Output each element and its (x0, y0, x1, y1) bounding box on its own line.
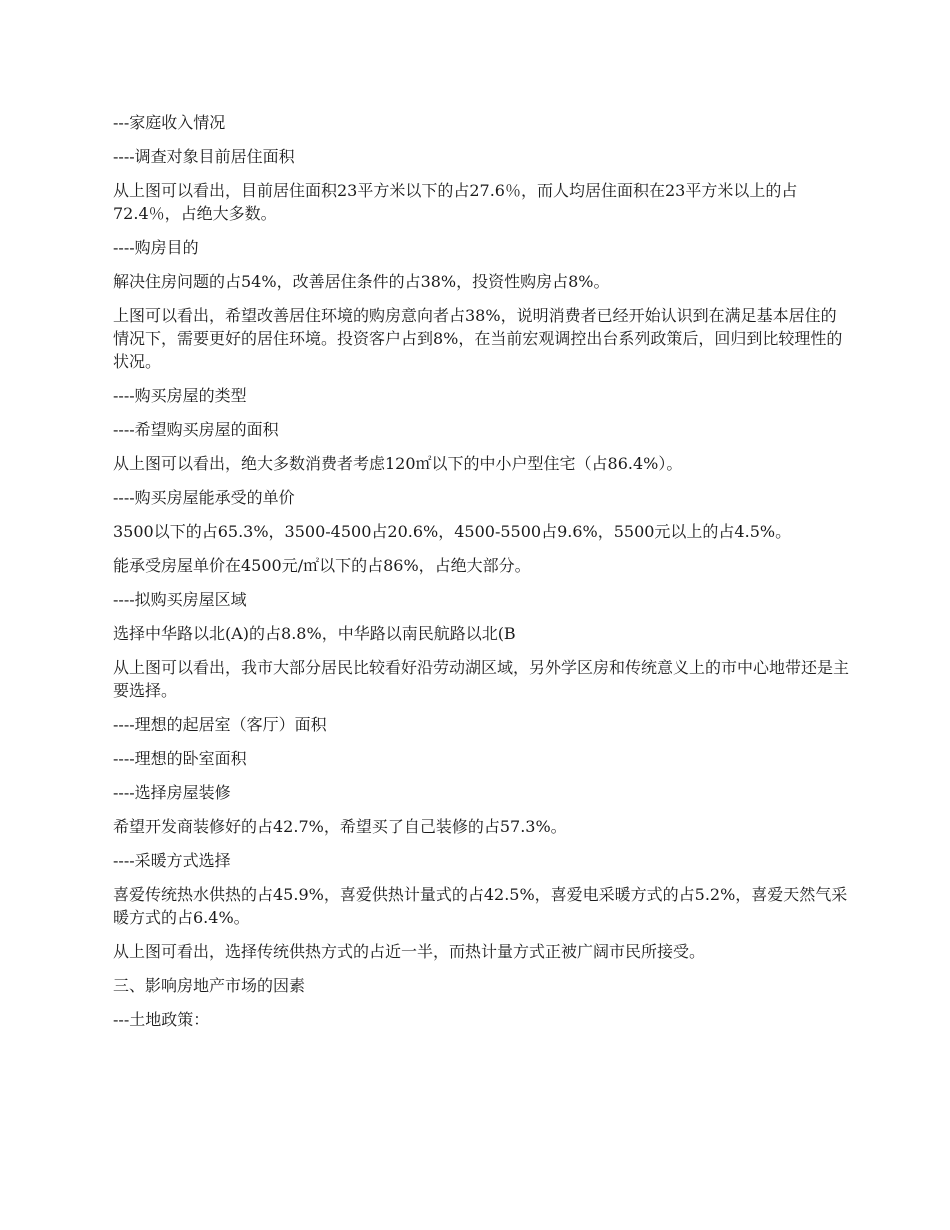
heading-bedroom-area: ----理想的卧室面积 (113, 749, 247, 768)
paragraph-price-stats: 3500以下的占65.3%，3500-4500占20.6%，4500-5500占9.6%，5500元以上的占4.5%。 (113, 522, 792, 541)
heading-household-income: ---家庭收入情况 (113, 113, 226, 132)
paragraph-purchase-purpose-analysis: 上图可以看出，希望改善居住环境的购房意向者占38%，说明消费者已经开始认识到在满足基本居住的情况下，需要更好的居住环境。投资客户占到8%，在当前宏观调控出台系列政策后，回归到比较理性的状况。 (113, 306, 843, 371)
heading-desired-area: ----希望购买房屋的面积 (113, 420, 279, 439)
paragraph-region-analysis: 从上图可以看出，我市大部分居民比较看好沿劳动湖区域，另外学区房和传统意义上的市中心地带还是主要选择。 (113, 658, 850, 700)
paragraph-decoration-stats: 希望开发商装修好的占42.7%，希望买了自己装修的占57.3%。 (113, 817, 567, 836)
heading-living-room-area: ----理想的起居室（客厅）面积 (113, 715, 327, 734)
section-heading-market-factors: 三、影响房地产市场的因素 (113, 976, 306, 995)
paragraph-heating-analysis: 从上图可看出，选择传统供热方式的占近一半，而热计量方式正被广阔市民所接受。 (113, 942, 706, 961)
paragraph-heating-stats: 喜爱传统热水供热的占45.9%，喜爱供热计量式的占42.5%，喜爱电采暖方式的占5.2%，喜爱天然气采暖方式的占6.4%。 (113, 885, 848, 927)
paragraph-purchase-purpose-stats: 解决住房问题的占54%，改善居住条件的占38%，投资性购房占8%。 (113, 272, 610, 291)
paragraph-region-stats: 选择中华路以北(A)的占8.8%，中华路以南民航路以北(B (113, 624, 516, 643)
heading-purchase-purpose: ----购房目的 (113, 238, 199, 257)
heading-heating-choice: ----采暖方式选择 (113, 851, 231, 870)
paragraph-price-analysis: 能承受房屋单价在4500元/㎡以下的占86%，占绝大部分。 (113, 556, 531, 575)
paragraph-living-area-analysis: 从上图可以看出，目前居住面积23平方米以下的占27.6％，而人均居住面积在23平方米以上的占72.4％，占绝大多数。 (113, 181, 798, 223)
heading-planned-region: ----拟购买房屋区域 (113, 590, 247, 609)
paragraph-desired-area-analysis: 从上图可以看出，绝大多数消费者考虑120㎡以下的中小户型住宅（占86.4%）。 (113, 454, 683, 473)
heading-decoration-choice: ----选择房屋装修 (113, 783, 231, 802)
heading-affordable-price: ----购买房屋能承受的单价 (113, 488, 295, 507)
heading-house-type: ----购买房屋的类型 (113, 386, 247, 405)
heading-land-policy: ---土地政策： (113, 1010, 210, 1029)
heading-current-living-area: ----调查对象目前居住面积 (113, 147, 295, 166)
